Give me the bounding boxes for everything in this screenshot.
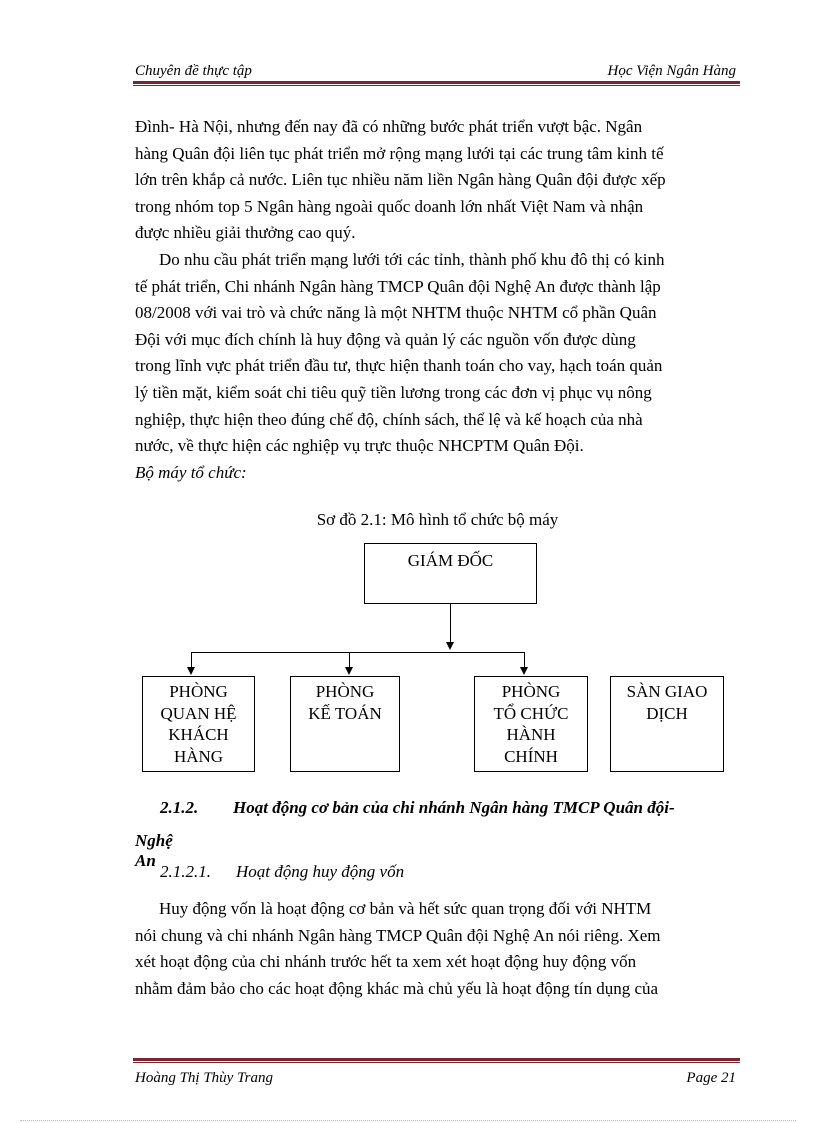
org-box-label: PHÒNG (169, 682, 228, 701)
org-box-label: PHÒNG (501, 682, 561, 701)
connector-line (349, 652, 350, 668)
text-line: Đội với mục đích chính là huy động và quản lý các nguồn vốn được dùng (135, 329, 636, 349)
text-line: hàng Quân đội liên tục phát triển mở rộng mạng lưới tại các trung tâm kinh tế (135, 143, 664, 163)
org-box-label: CHÍNH (504, 746, 558, 766)
subsection-number: 2.1.2.1. (160, 862, 211, 881)
arrow-head (520, 667, 528, 675)
arrow-head (345, 667, 353, 675)
text-line: được nhiều giải thưởng cao quý. (135, 223, 356, 243)
org-box-accounting (290, 676, 400, 772)
org-box-trading-floor (610, 676, 724, 772)
org-box-label: KẾ TOÁN (308, 703, 382, 723)
footer-page-number: Page 21 (686, 1070, 736, 1086)
text-line: Huy động vốn là hoạt động cơ bản và hết sức quan trọng đối với NHTM (159, 899, 652, 918)
arrow-head (187, 667, 195, 675)
connector-line (524, 652, 525, 668)
org-structure-label: Bộ máy tổ chức: (135, 462, 247, 482)
section-title-cont: Nghệ An (135, 831, 173, 870)
section-body (135, 896, 740, 1002)
text-line: Do nhu cầu phát triển mạng lưới tới các tỉnh, thành phố khu đô thị có kinh (159, 249, 665, 269)
org-box-label: KHÁCH (168, 725, 229, 744)
org-box-label: PHÒNG (315, 682, 375, 701)
text-line: trong lĩnh vực phát triển đầu tư, thực hiện thanh toán cho vay, hạch toán quản (135, 356, 663, 376)
org-box-label: GIÁM ĐỐC (407, 551, 494, 570)
text-line: trong nhóm top 5 Ngân hàng ngoài quốc doanh lớn nhất Việt Nam và nhận (135, 196, 644, 216)
diagram-caption: Sơ đồ 2.1: Mô hình tổ chức bộ máy (316, 510, 559, 529)
org-box-customer-relations (142, 676, 255, 772)
org-box-label: QUAN HỆ (160, 703, 237, 723)
org-box-label: SÀN GIAO (626, 682, 708, 701)
org-box-label: TỔ CHỨC (493, 703, 569, 723)
org-box-director (364, 543, 537, 604)
org-box-administration (474, 676, 588, 772)
text-line: lý tiền mặt, kiểm soát chi tiêu quỹ tiền lương trong các đơn vị phục vụ nông (135, 382, 652, 402)
connector-line (191, 652, 192, 668)
subsection-title: Hoạt động huy động vốn (236, 862, 405, 881)
page-edge-divider (20, 1120, 796, 1121)
connector-line (191, 652, 524, 653)
text-line: nói chung và chi nhánh Ngân hàng TMCP Quân đội Nghệ An nói riêng. Xem (135, 925, 661, 945)
text-line: tế phát triển, Chi nhánh Ngân hàng TMCP Quân đội Nghệ An được thành lập (135, 276, 661, 296)
body-text (135, 114, 740, 486)
text-line: Đình- Hà Nội, nhưng đến nay đã có những bước phát triển vượt bậc. Ngân (135, 117, 643, 136)
footer-rule (133, 1058, 740, 1063)
header-doc-title: Chuyên đề thực tập (135, 63, 252, 79)
text-line: nghiệp, thực hiện theo đúng chế độ, chính sách, thể lệ và kế hoạch của nhà (135, 409, 643, 429)
header-institution: Học Viện Ngân Hàng (607, 63, 736, 79)
text-line: lớn trên khắp cả nước. Liên tục nhiều năm liền Ngân hàng Quân đội được xếp (135, 170, 666, 190)
footer-author: Hoàng Thị Thùy Trang (135, 1070, 273, 1086)
connector-line (450, 604, 451, 645)
section-number: 2.1.2. (160, 798, 199, 817)
section-title: Hoạt động cơ bản của chi nhánh Ngân hàng TMCP Quân đội- (233, 798, 675, 817)
org-box-label: DỊCH (646, 703, 688, 723)
org-box-label: HÀNG (173, 746, 224, 766)
text-line: 08/2008 với vai trò và chức năng là một NHTM thuộc NHTM cổ phần Quân (135, 303, 657, 323)
text-line: nước, về thực hiện các nghiệp vụ trực thuộc NHCPTM Quân Đội. (135, 436, 584, 456)
arrow-head (446, 642, 454, 650)
text-line: nhằm đảm bảo cho các hoạt động khác mà chủ yếu là hoạt động tín dụng của (135, 978, 659, 998)
org-box-label: HÀNH (506, 725, 556, 744)
header-rule (133, 81, 740, 86)
text-line: xét hoạt động của chi nhánh trước hết ta xem xét hoạt động huy động vốn (135, 952, 637, 972)
